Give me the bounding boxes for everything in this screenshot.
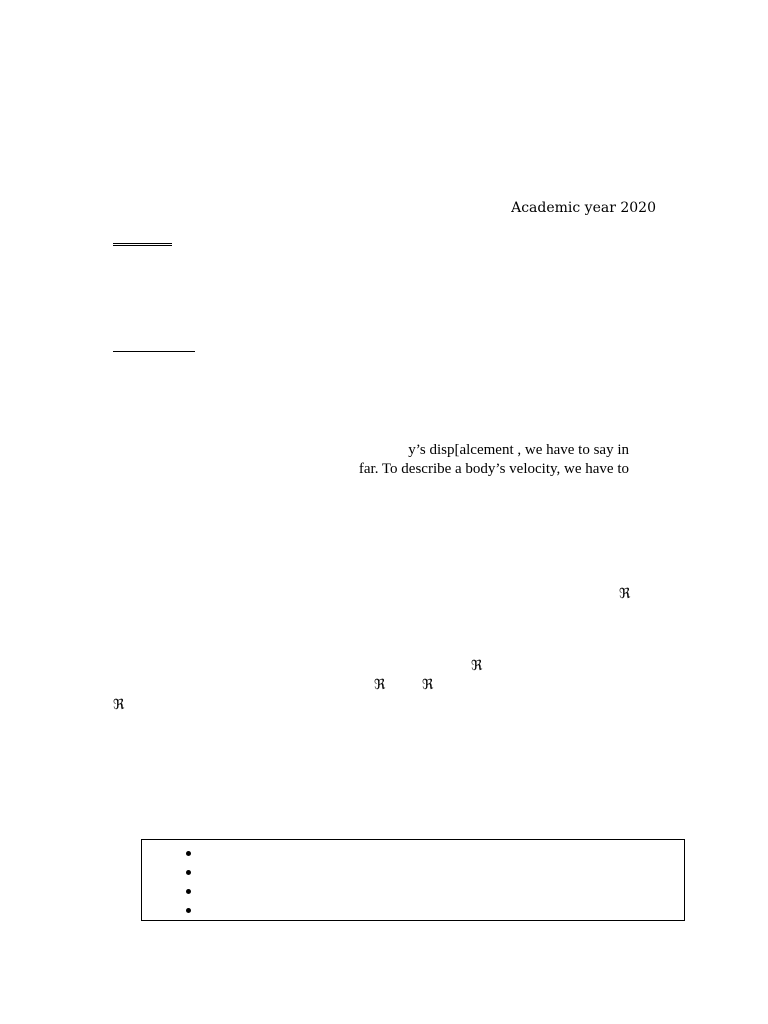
body-text-line-1: y’s disp[alcement , we have to say in xyxy=(408,442,629,458)
heading-underline-single xyxy=(113,351,195,352)
academic-year-label: Academic year 2020 xyxy=(511,200,656,216)
real-part-symbol: ℜ xyxy=(422,677,434,693)
bullet-icon xyxy=(186,908,191,913)
real-part-symbol: ℜ xyxy=(374,677,386,693)
bullet-icon xyxy=(186,870,191,875)
list-item xyxy=(186,844,210,863)
list-item xyxy=(186,863,210,882)
real-part-symbol: ℜ xyxy=(619,586,631,602)
list-item xyxy=(186,901,210,920)
real-part-symbol: ℜ xyxy=(113,697,125,713)
bullet-icon xyxy=(186,889,191,894)
bullet-icon xyxy=(186,851,191,856)
bulleted-box xyxy=(141,839,685,921)
list-item xyxy=(186,882,210,901)
real-part-symbol: ℜ xyxy=(471,658,483,674)
heading-underline-double xyxy=(113,243,172,246)
bullet-list xyxy=(186,844,210,920)
body-text-line-2: far. To describe a body’s velocity, we have to xyxy=(358,461,629,477)
